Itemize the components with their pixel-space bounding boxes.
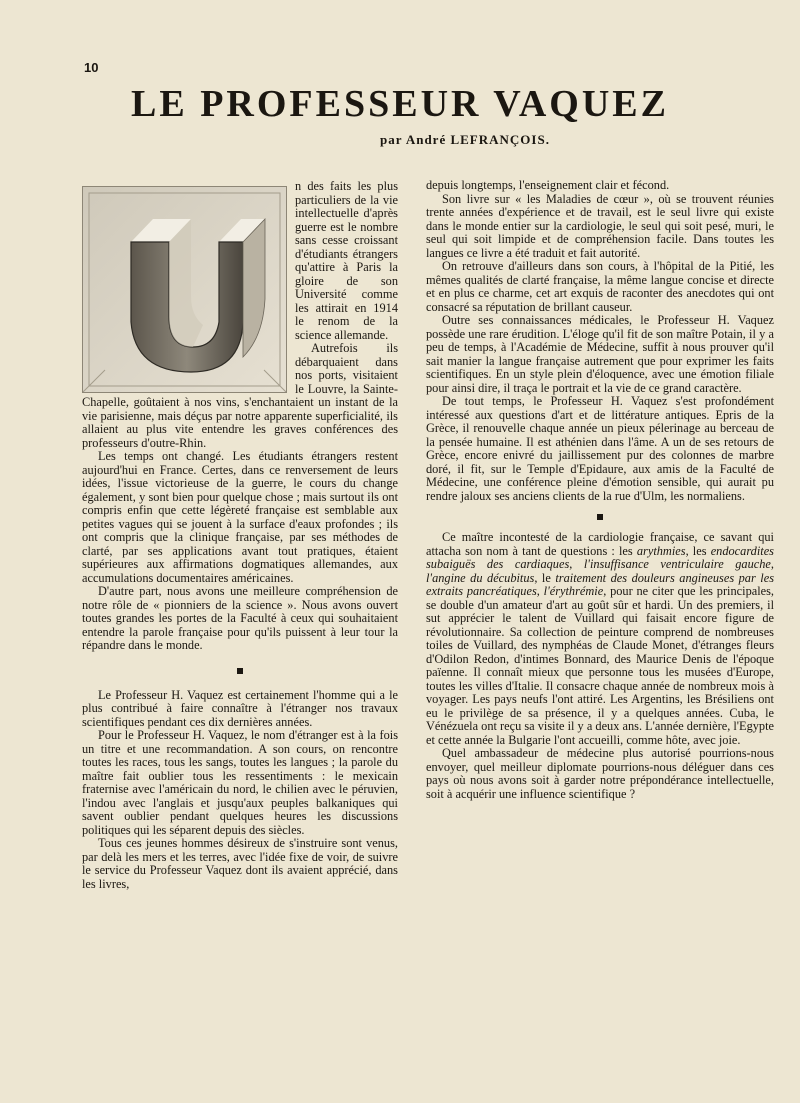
left-paragraph-6: Pour le Professeur H. Vaquez, le nom d'étranger est à la fois un titre et une recommandation. A son cours, on rencontre toutes les races, tous les sangs, toutes les langues ; la parole du maître fait oublier tous les ressentiments : le mexicain fraternise avec l'américain du nord, le chilien avec le péruvien, l'indou avec l'anglais et jusqu'aux peuples balkaniques qui savent oublier pendant quelques heures les discussions politiques qui les séparent depuis des siècles. [82,728,398,837]
article-byline: par André LEFRANÇOIS. [380,132,550,147]
left-paragraph-1: n des faits les plus particuliers de la vie intellectuelle d'après guerre est le nombre sans cesse croissant d'étudiants étrangers qu'attire à Paris la gloire de son Université comme les attirait en 1914 le renom de la science allemande. [295,179,398,342]
right-paragraph-6: Ce maître incontesté de la cardiologie française, ce savant qui attacha son nom à tant de questions : les arythmies, les endocardites subaiguës des cardiaques, l'insuffisance ventriculaire gauche, l'angine du décubitus, le traitement des douleurs angineuses par les extraits pancréatiques, l'érythrémie, pour ne citer que les principales, se double d'un amateur d'art au goût sûr et hardi. Un des premiers, il sut apprécier le talent de Vuillard qui faisait encore figure de révolutionnaire. Sa collection de peinture comprend de nombreuses toiles de Vuillard, des nymphéas de Claude Monet, d'étranges fleurs d'Odilon Redon, d'intimes Bonnard, des Maurice Denis de l'époque païenne. Il connaît mieux que personne tous les musées d'Europe, toutes les villes d'Italie. Il consacre chaque année de nombreux mois à voyager. Les pays neufs l'ont attiré. Les Argentins, les Brésiliens ont eu le privilège de sa présence, il y a quelques années. Cuba, le Vénézuela ont reçu sa visite il y a deux ans. L'année dernière, l'Egypte et cette année la Bulgarie l'ont accueilli, comme hôte, avec joie. [426,530,775,747]
left-paragraph-5: Le Professeur H. Vaquez est certainement l'homme qui a le plus contribué à faire connaître à l'étranger nos travaux scientifiques pendant ces dix dernières années. [82,687,398,729]
section-separator-right [426,511,774,525]
article-title: LE PROFESSEUR VAQUEZ [131,83,669,125]
left-paragraph-7: Tous ces jeunes hommes désireux de s'instruire sont venus, par delà les mers et les terres, avec l'idée fixe de voir, de suivre le service du Professeur Vaquez dont ils avaient apprécié, dans les livres, [82,836,398,891]
drop-cap-illustration [82,186,287,393]
right-paragraph-3: On retrouve d'ailleurs dans son cours, à l'hôpital de la Pitié, les mêmes qualités de clarté française, la même langue concise et directe et en plus ce charme, cet art exquis de raconter des anecdotes qui ont consacré sa réputation de brillant causeur. [426,259,774,314]
right-paragraph-2: Son livre sur « les Maladies de cœur », où se trouvent réunies trente années d'expérience et de travail, est le seul livre qui existe dans le monde entier sur la cardiologie, le seul qui soit pesé, muri, le seul qui soit limpide et de compréhension facile. Dans toutes les langues ce livre a été traduit et fait autorité. [426,191,774,260]
right-paragraph-1: depuis longtemps, l'enseignement clair et fécond. [426,178,670,192]
left-paragraph-4: D'autre part, nous avons une meilleure compréhension de notre rôle de « pionniers de la science ». Nous avons ouvert toutes grandes les portes de la Faculté à ceux qui souhaitaient entendre la parole française pour qu'ils puissent à leur tour la répandre dans le monde. [82,584,398,652]
left-paragraph-3: Les temps ont changé. Les étudiants étrangers restent aujourd'hui en France. Certes, dans ce renversement de leurs idées, l'issue victorieuse de la guerre, le cours du change également, y sont bien pour quelque chose ; mais surtout ils ont compris enfin que cette légèreté française est semblable aux petites vagues qui se jouent à la surface d'eaux profondes ; ils ont compris que la clinique française, par ses méthodes de clarté, par ses applications avant tout pratiques, étaient supérieures aux affirmations dogmatiques allemandes, aux accumulations documentaires américaines. [82,449,398,585]
right-column [426,179,774,801]
drop-cap-letter-u-icon [83,187,286,392]
right-paragraph-7: Quel ambassadeur de médecine plus autorisé pourrions-nous envoyer, quel meilleur diplomate pourrions-nous déléguer dans ces pays où nous avons soit à garder notre prépondérance intellectuelle, soit à acquérir une influence scientifique ? [426,746,774,801]
page-number: 10 [84,60,99,75]
left-paragraph-2: Autrefois ils débarquaient dans nos ports, visitaient le Louvre, la Sainte-Chapelle, goûtaient à nos vins, s'enchantaient un instant de la vie parisienne, mais déçus par notre apparente superficialité, ils allaient au plus vite entendre les graves conférences des professeurs d'outre-Rhin. [82,341,398,450]
section-separator [82,665,398,679]
right-paragraph-5: De tout temps, le Professeur H. Vaquez s'est profondément intéressé aux questions d'art et de littérature antiques. Epris de la Grèce, il renouvelle chaque année un pieux pélerinage au berceau de la pensée humaine. Il est athénien dans l'âme. A un de ses retours de Grèce, encore enivré du jaillissement pur des colonnes de marbre doré, il fit, sur le Temple d'Epidaure, aux amis de la Faculté de Médecine, une conférence pleine d'émotion sensible, qui aurait pu rendre jaloux ses anciens clients de la rue d'Ulm, les normaliens. [426,394,774,503]
right-paragraph-4: Outre ses connaissances médicales, le Professeur H. Vaquez possède une rare érudition. L'éloge qu'il fit de son maître Potain, il y a peu de temps, à l'Académie de Médecine, suffit à nous prouver qu'il sait manier la langue française autrement que pour exprimer les faits scientifiques. En un style plein d'éloquence, avec une émotion filiale pour ainsi dire, il traça le portrait et la vie de ce grand caractère. [426,313,774,395]
left-column [82,180,398,891]
